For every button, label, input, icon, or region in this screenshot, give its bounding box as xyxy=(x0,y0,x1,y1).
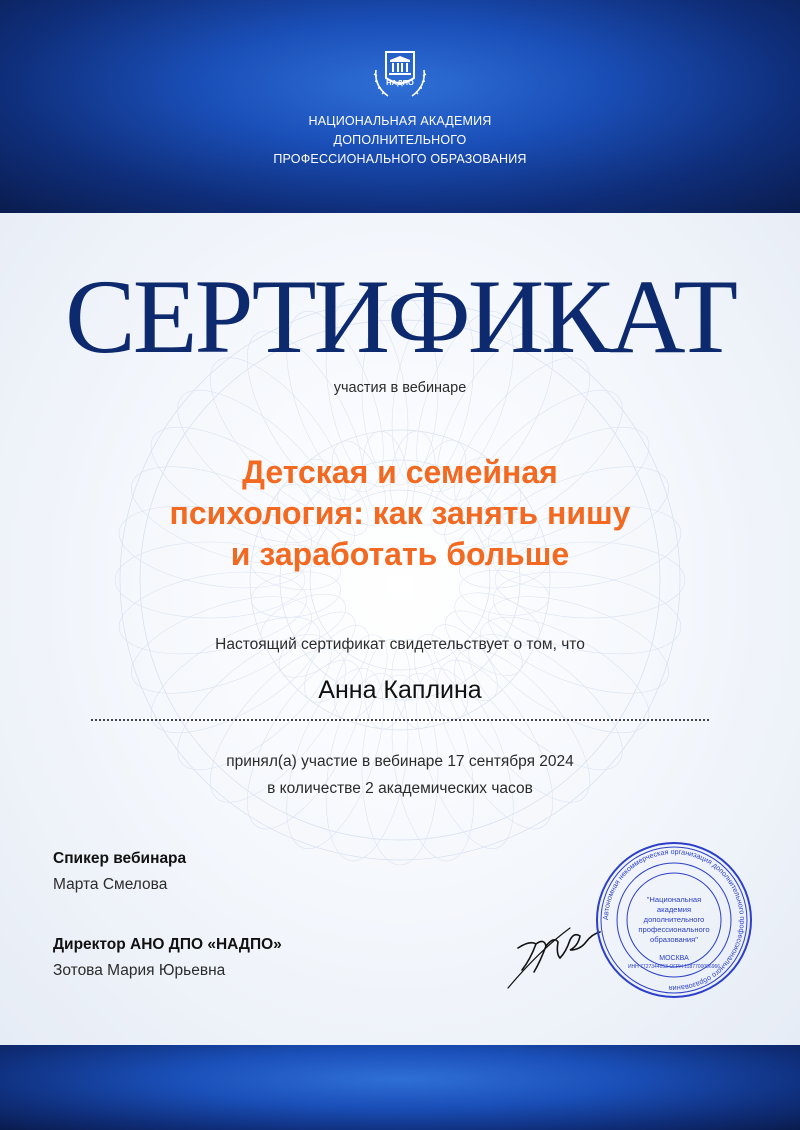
certifies-statement: Настоящий сертификат свидетельствует о том, что xyxy=(215,636,585,653)
organization-name xyxy=(0,112,800,169)
webinar-title-line-2: психология: как занять нишу xyxy=(169,495,631,531)
academy-logo xyxy=(370,48,430,104)
participation-line-1: принял(а) участие в вебинаре 17 сентября 2024 xyxy=(226,753,574,770)
stamp-city: МОСКВА xyxy=(659,955,689,962)
stamp-inner-line-5: образования" xyxy=(650,935,698,944)
director-name: Зотова Мария Юрьевна xyxy=(53,962,226,979)
stamp-ids: ИНН 7727344053 ОГРН 1187700006966 xyxy=(627,964,721,970)
participation-details xyxy=(0,748,800,802)
stamp-inner-line-3: дополнительного xyxy=(643,915,705,924)
stamp-inner-line-4: профессионального xyxy=(638,925,710,934)
stamp-inner-line-2: академия xyxy=(656,905,692,914)
certificate-title: СЕРТИФИКАТ xyxy=(65,258,735,375)
stamp-outer-text: Автономная некоммерческая организация дополнительного профессионального образования xyxy=(600,846,748,994)
stamp-inner-line-1: "Национальная xyxy=(646,895,702,904)
recipient-name: Анна Каплина xyxy=(318,676,482,704)
org-line-3: ПРОФЕССИОНАЛЬНОГО ОБРАЗОВАНИЯ xyxy=(273,152,527,166)
webinar-title xyxy=(0,452,800,575)
header-band xyxy=(0,0,800,213)
speaker-label: Спикер вебинара xyxy=(53,850,187,867)
logo-text: НАДПО xyxy=(386,78,414,87)
footer-band xyxy=(0,1045,800,1130)
certificate-subtitle: участия в вебинаре xyxy=(333,380,467,396)
webinar-title-line-3: и заработать больше xyxy=(230,536,570,572)
director-label: Директор АНО ДПО «НАДПО» xyxy=(53,936,282,953)
speaker-name: Марта Смелова xyxy=(53,876,168,893)
org-line-1: НАЦИОНАЛЬНАЯ АКАДЕМИЯ xyxy=(308,114,492,128)
webinar-title-line-1: Детская и семейная xyxy=(242,454,558,490)
org-line-2: ДОПОЛНИТЕЛЬНОГО xyxy=(333,133,467,147)
name-underline xyxy=(91,719,709,721)
participation-line-2: в количестве 2 академических часов xyxy=(267,780,533,797)
official-stamp xyxy=(594,840,754,1000)
